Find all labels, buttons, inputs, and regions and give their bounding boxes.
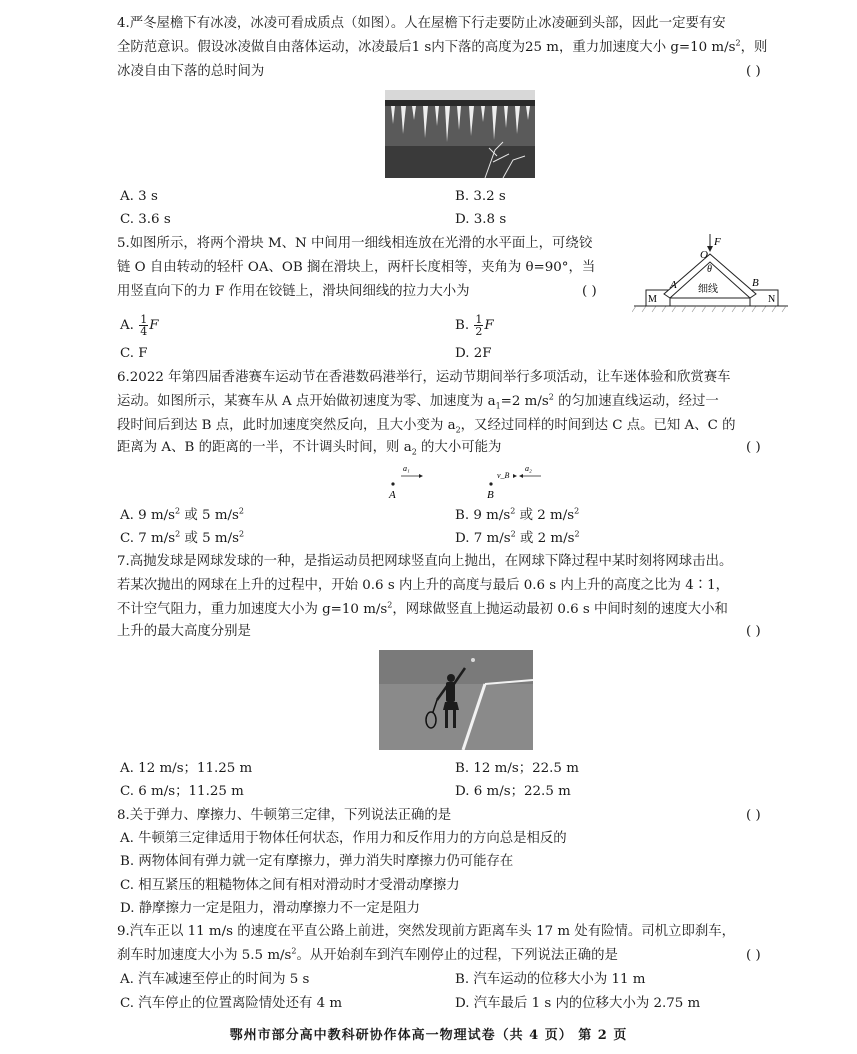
- q8-option-b: B. 两物体间有弹力就一定有摩擦力，弹力消失时摩擦力仍可能存在: [120, 854, 514, 869]
- q5-label-b: B: [752, 277, 759, 289]
- q7-option-b: B. 12 m/s；22.5 m: [455, 761, 579, 776]
- q4-option-c: C. 3.6 s: [120, 212, 171, 227]
- q6-label-vb: v_B: [497, 471, 510, 480]
- q9-text-line-1: 9.汽车正以 11 m/s 的速度在平直公路上前进，突然发现前方距离车头 17 m 处有险情。司机立即刹车，: [117, 924, 736, 939]
- q7-answer-bracket: ( ): [746, 624, 761, 639]
- q5-label-m: M: [648, 294, 657, 305]
- q7-text-line-3: 不计空气阻力，重力加速度大小为 g=10 $m/s^2$，网球做竖直上抛运动最初 0.6 s 中间时刻的速度大小和: [117, 600, 728, 617]
- q8-option-c: C. 相互紧压的粗糙物体之间有相对滑动时才受滑动摩擦力: [120, 878, 460, 893]
- q6-text-line-1: 6.2022 年第四届香港赛车运动节在香港数码港举行，运动节期间举行多项活动，让车迷体验和欣赏赛车: [117, 370, 731, 385]
- q5-label-o: O: [700, 249, 708, 261]
- q7-option-c: C. 6 m/s；11.25 m: [120, 784, 244, 799]
- q5-option-b: B. $\frac{1}{2}$ F: [455, 313, 494, 338]
- q9-option-a: A. 汽车减速至停止的时间为 5 s: [120, 972, 310, 987]
- q4-answer-bracket: ( ): [746, 64, 761, 79]
- q7-option-a: A. 12 m/s；11.25 m: [120, 761, 253, 776]
- q4-text-line-3: 冰凌自由下落的总时间为: [117, 64, 265, 79]
- q5-label-f: F: [714, 236, 721, 248]
- q5-label-n: N: [768, 294, 776, 305]
- tennis-serve-photo: [379, 650, 533, 750]
- q7-text-line-1: 7.高抛发球是网球发球的一种，是指运动员把网球竖直向上抛出，在网球下降过程中某时刻将网球击出。: [117, 554, 733, 569]
- q6-answer-bracket: ( ): [746, 440, 761, 455]
- q8-answer-bracket: ( ): [746, 808, 761, 823]
- q6-option-d: D. 7 $m/s^2$ 或 2 $m/s^2$: [455, 529, 580, 546]
- q6-option-a: A. 9 $m/s^2$ 或 5 $m/s^2$: [120, 506, 244, 523]
- q5-text-line-2: 链 O 自由转动的轻杆 OA、OB 搁在滑块上，两杆长度相等，夹角为 θ=90°，当: [117, 260, 596, 275]
- q8-option-d: D. 静摩擦力一定是阻力，滑动摩擦力不一定是阻力: [120, 901, 420, 916]
- q4-option-d: D. 3.8 s: [455, 212, 507, 227]
- q5-option-d: D. 2F: [455, 346, 492, 361]
- q5-label-theta: θ: [707, 264, 712, 275]
- page-footer: 鄂州市部分高中教科研协作体高一物理试卷（共 4 页） 第 2 页: [229, 1028, 628, 1043]
- q5-text-line-3: 用竖直向下的力 F 作用在铰链上，滑块间细线的拉力大小为: [117, 284, 470, 299]
- q5-answer-bracket: ( ): [582, 284, 597, 299]
- q4-option-a: A. 3 s: [120, 189, 158, 204]
- q5-diagram-truss: [632, 232, 790, 314]
- q9-option-d: D. 汽车最后 1 s 内的位移大小为 2.75 m: [455, 996, 701, 1011]
- q8-text-line-1: 8.关于弹力、摩擦力、牛顿第三定律，下列说法正确的是: [117, 808, 452, 823]
- q4-option-b: B. 3.2 s: [455, 189, 506, 204]
- q6-label-a2: a₂: [525, 464, 532, 473]
- q6-diagram-motion: [385, 460, 545, 502]
- q5-option-a: A. $\frac{1}{4}$ F: [120, 313, 159, 338]
- q9-option-b: B. 汽车运动的位移大小为 11 m: [455, 972, 646, 987]
- q7-text-line-2: 若某次抛出的网球在上升的过程中，开始 0.6 s 内上升的高度与最后 0.6 s 内上升的高度之比为 4∶1，: [117, 578, 730, 593]
- q6-option-b: B. 9 $m/s^2$ 或 2 $m/s^2$: [455, 506, 580, 523]
- q6-text-line-3: 段时间后到达 B 点，此时加速度突然反向，且大小变为 $a_2$，又经过同样的时间到达 C 点。已知 A、C 的: [117, 418, 736, 435]
- q6-label-a: A: [389, 489, 396, 501]
- q8-option-a: A. 牛顿第三定律适用于物体任何状态，作用力和反作用力的方向总是相反的: [120, 831, 567, 846]
- q6-label-a1: a₁: [403, 464, 410, 473]
- q7-option-d: D. 6 m/s；22.5 m: [455, 784, 571, 799]
- q6-option-c: C. 7 $m/s^2$ 或 5 $m/s^2$: [120, 529, 245, 546]
- q9-option-c: C. 汽车停止的位置离险情处还有 4 m: [120, 996, 343, 1011]
- q5-label-string: 细线: [698, 284, 718, 295]
- q7-text-line-4: 上升的最大高度分别是: [117, 624, 251, 639]
- q5-text-line-1: 5.如图所示，将两个滑块 M、N 中间用一细线相连放在光滑的水平面上，可绕铰: [117, 236, 593, 251]
- q5-label-a: A: [670, 279, 677, 291]
- q4-text-line-1: 4.严冬屋檐下有冰凌，冰凌可看成质点（如图）。人在屋檐下行走要防止冰凌砸到头部，因此一定要有安: [117, 16, 726, 31]
- q5-option-c: C. F: [120, 346, 148, 361]
- q9-text-line-2: 刹车时加速度大小为 5.5 $m/s^2$。从开始刹车到汽车刚停止的过程，下列说法正确的是: [117, 946, 618, 963]
- icicle-photo: [385, 90, 535, 178]
- q4-text-line-2: 全防范意识。假设冰凌做自由落体运动，冰凌最后1 s内下落的高度为25 m，重力加速度大小 g=10 $m/s^2$，则: [117, 38, 768, 55]
- q6-label-b: B: [487, 489, 494, 501]
- q9-answer-bracket: ( ): [746, 948, 761, 963]
- q6-text-line-2: 运动。如图所示，某赛车从 A 点开始做初速度为零、加速度为 $a_1=2$ $m/s^2$ 的匀加速直线运动，经过一: [117, 392, 719, 411]
- q6-text-line-4: 距离为 A、B 的距离的一半，不计调头时间，则 $a_2$ 的大小可能为: [117, 440, 502, 457]
